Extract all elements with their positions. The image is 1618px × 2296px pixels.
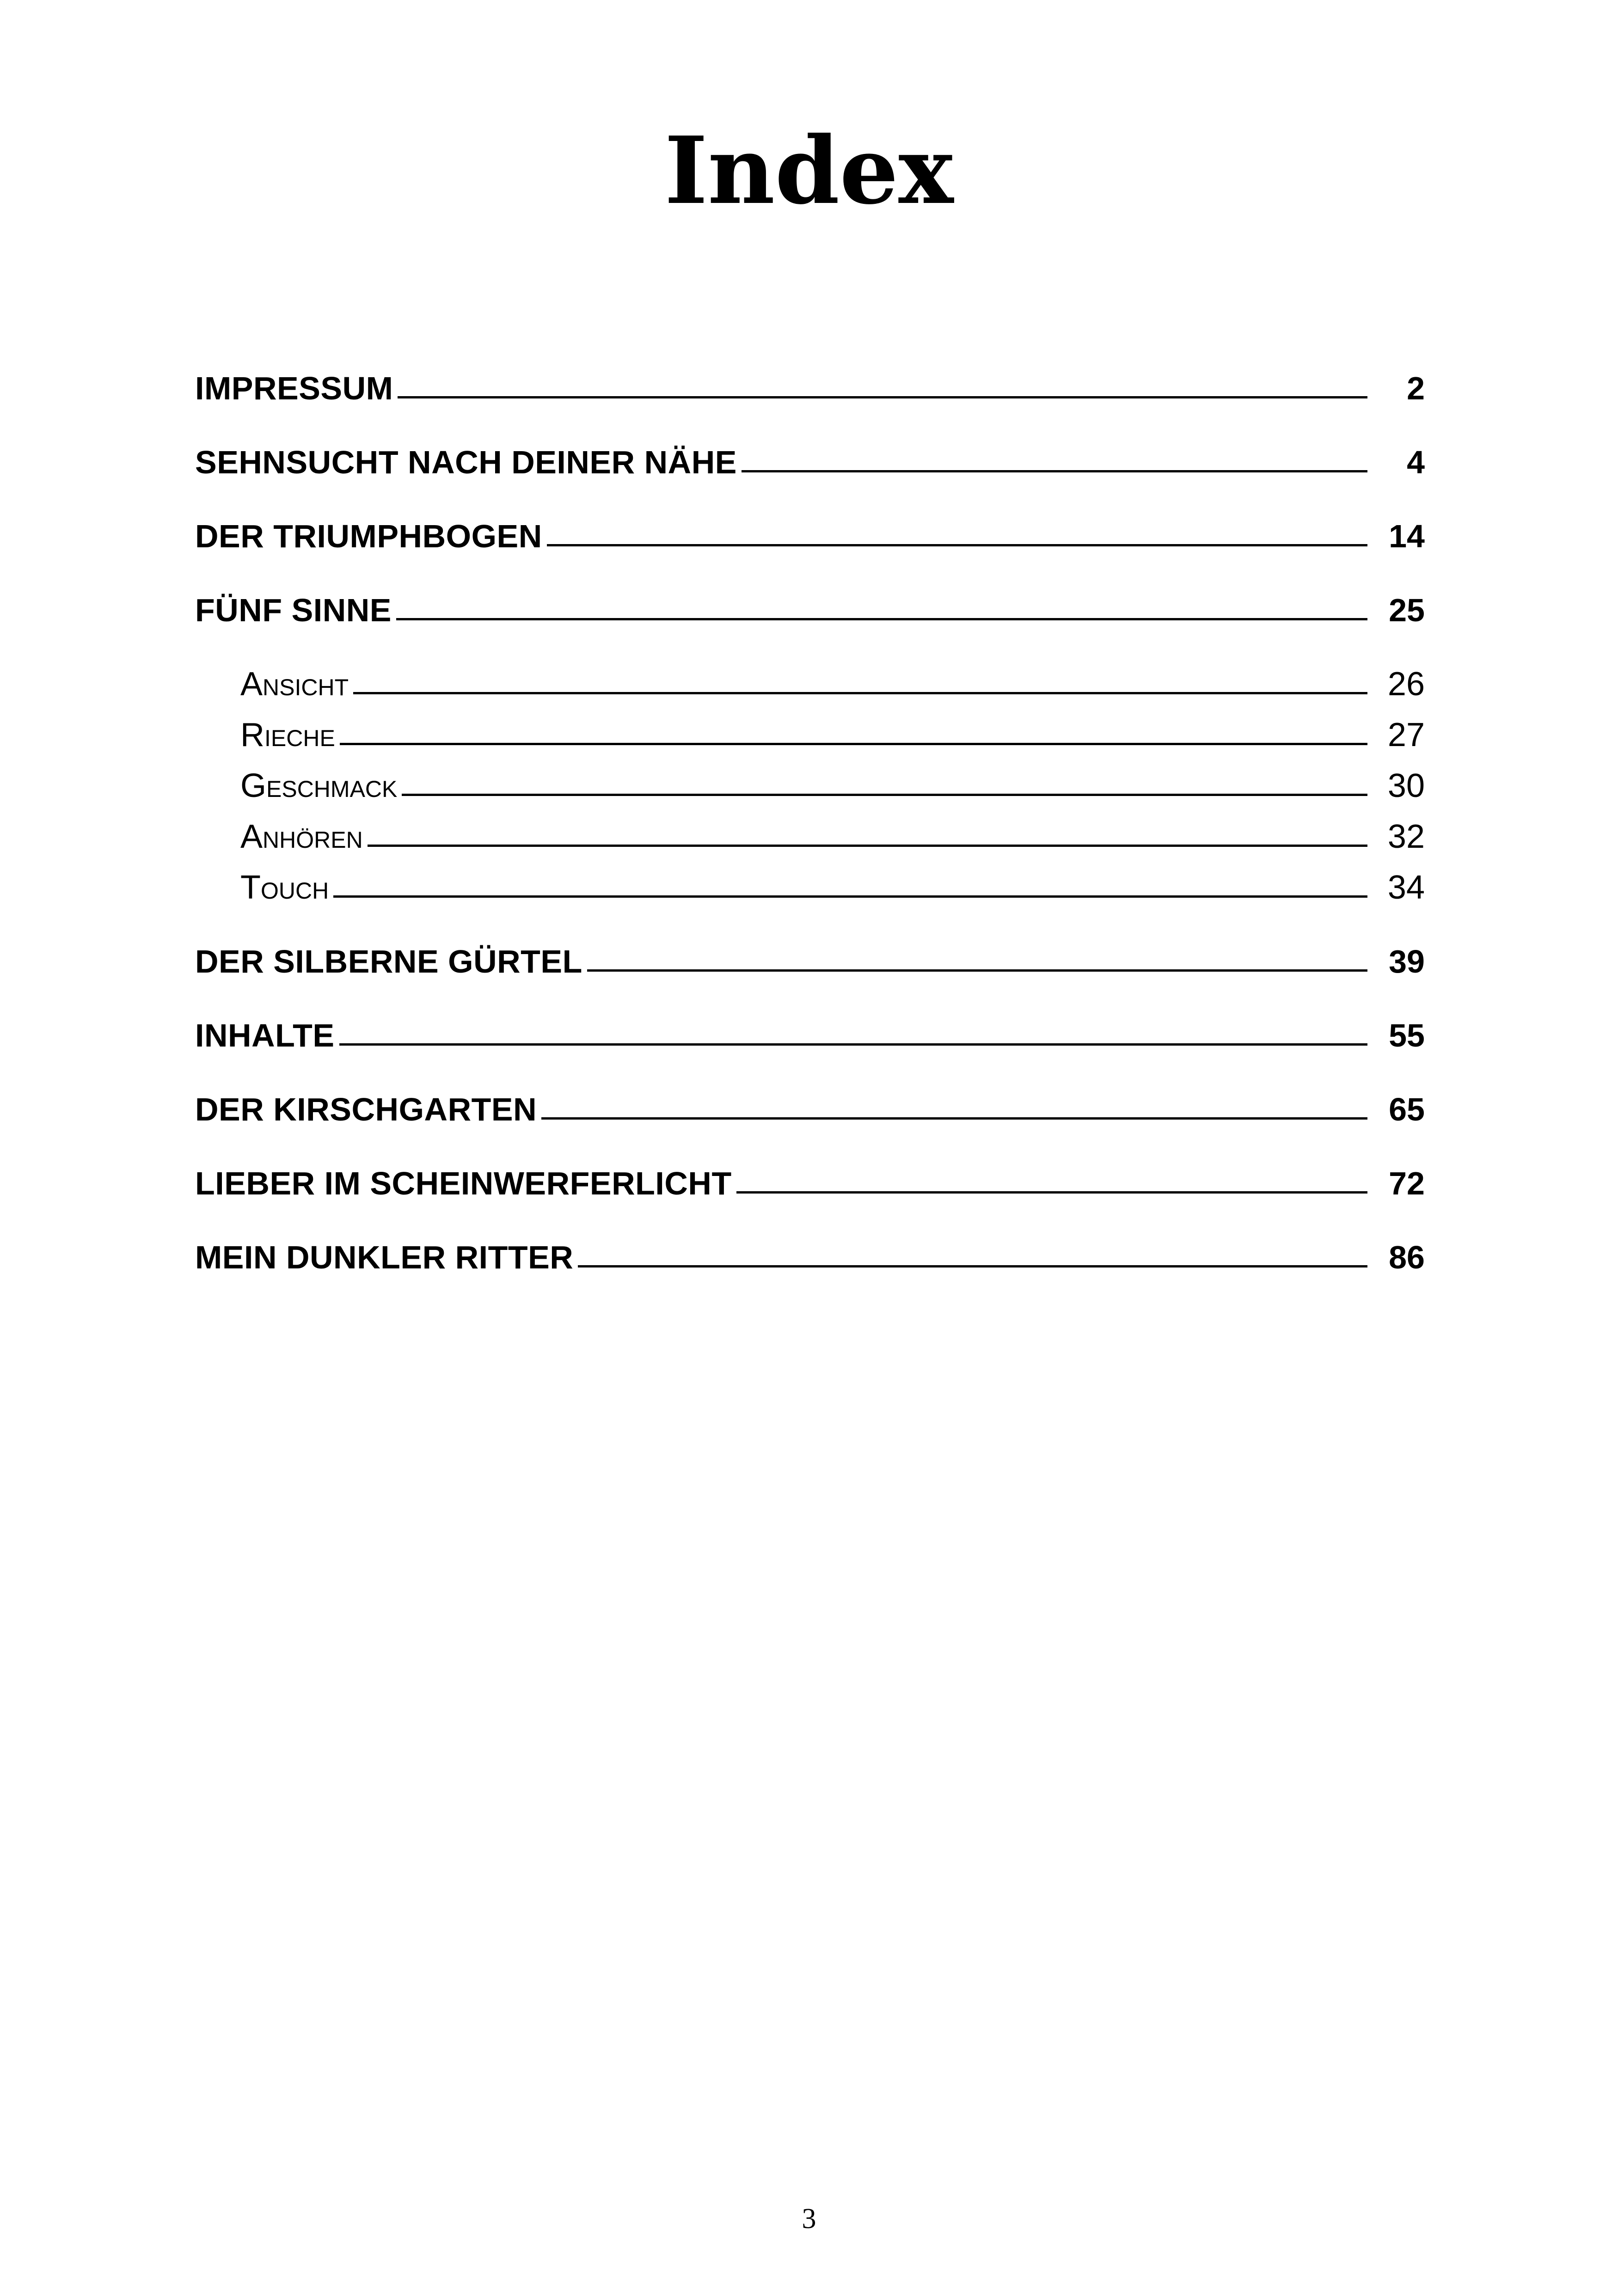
toc-entry-inhalte[interactable] xyxy=(195,1012,1425,1059)
toc-page-number: 27 xyxy=(1387,716,1425,753)
toc-leader-line xyxy=(368,845,1367,847)
page-title: Index xyxy=(664,116,954,225)
toc-leader-line xyxy=(578,1265,1367,1267)
toc-entry-label: FÜNF SINNE xyxy=(195,592,392,628)
toc-entry-impressum[interactable] xyxy=(195,365,1425,411)
toc-entry-label: LIEBER IM SCHEINWERFERLICHT xyxy=(195,1165,732,1201)
toc-entry-label: Ansicht xyxy=(240,666,349,703)
toc-entry-fuenf-sinne[interactable] xyxy=(195,587,1425,633)
toc-entry-triumphbogen[interactable] xyxy=(195,513,1425,559)
toc-entry-label: IMPRESSUM xyxy=(195,370,393,406)
toc-page-number: 39 xyxy=(1389,943,1425,980)
toc-entry-label: Geschmack xyxy=(240,767,398,804)
toc-leader-line xyxy=(398,396,1367,398)
toc-leader-line xyxy=(742,470,1367,472)
toc-entry-dunkler-ritter[interactable] xyxy=(195,1234,1425,1280)
page-number: 3 xyxy=(802,2203,816,2235)
toc-entry-label: Rieche xyxy=(240,716,335,753)
toc-leader-line xyxy=(736,1191,1367,1194)
toc-subentry-anhoeren[interactable] xyxy=(240,814,1425,860)
toc-entry-silberne-guertel[interactable] xyxy=(195,938,1425,985)
toc-page-number: 26 xyxy=(1387,666,1425,703)
toc-subentry-geschmack[interactable] xyxy=(240,763,1425,809)
toc-leader-line xyxy=(353,692,1367,694)
toc-page-number: 34 xyxy=(1387,869,1425,906)
toc-page-number: 14 xyxy=(1389,518,1425,554)
toc-entry-kirschgarten[interactable] xyxy=(195,1086,1425,1133)
toc-entry-label: DER KIRSCHGARTEN xyxy=(195,1091,537,1127)
toc-page-number: 30 xyxy=(1387,767,1425,804)
toc-entry-scheinwerferlicht[interactable] xyxy=(195,1160,1425,1206)
toc-leader-line xyxy=(339,1043,1367,1046)
toc-leader-line xyxy=(541,1117,1367,1120)
toc-page-number: 2 xyxy=(1407,370,1425,406)
toc-leader-line xyxy=(340,743,1367,745)
toc-entry-label: INHALTE xyxy=(195,1017,335,1053)
toc-leader-line xyxy=(333,895,1367,898)
toc-leader-line xyxy=(547,544,1367,546)
toc-subentry-ansicht[interactable] xyxy=(240,661,1425,707)
toc-leader-line xyxy=(402,794,1367,796)
toc-entry-label: DER SILBERNE GÜRTEL xyxy=(195,943,582,980)
toc-subentry-rieche[interactable] xyxy=(240,712,1425,758)
toc-page-number: 25 xyxy=(1389,592,1425,628)
toc-entry-label: SEHNSUCHT NACH DEINER NÄHE xyxy=(195,444,737,480)
toc-entry-label: MEIN DUNKLER RITTER xyxy=(195,1239,574,1275)
toc-page-number: 55 xyxy=(1389,1017,1425,1053)
toc-entry-label: Anhören xyxy=(240,818,363,855)
toc-page-number: 4 xyxy=(1407,444,1425,480)
toc-entry-label: DER TRIUMPHBOGEN xyxy=(195,518,542,554)
toc-subentry-touch[interactable] xyxy=(240,864,1425,911)
toc-page-number: 86 xyxy=(1389,1239,1425,1275)
toc-leader-line xyxy=(396,618,1367,620)
toc-entry-sehnsucht[interactable] xyxy=(195,439,1425,485)
toc-page-number: 65 xyxy=(1389,1091,1425,1127)
toc-entry-label: Touch xyxy=(240,869,329,906)
toc-page-number: 32 xyxy=(1387,818,1425,855)
toc-page-number: 72 xyxy=(1389,1165,1425,1201)
toc-leader-line xyxy=(587,969,1367,972)
